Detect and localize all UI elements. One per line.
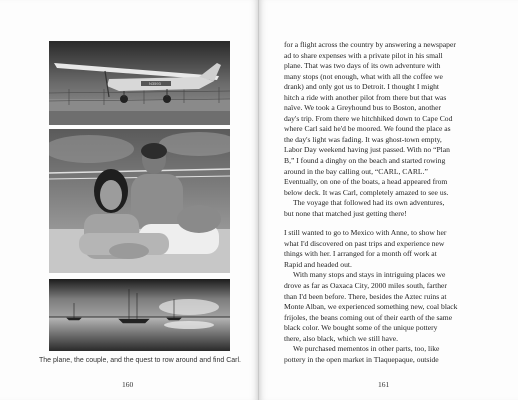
text-line: what I'd discovered on past trips and experience new <box>284 238 445 248</box>
text-line: Rapid and headed out. <box>284 259 352 269</box>
text-line: drove as far as Oaxaca City, 2000 miles south, farther <box>284 281 447 291</box>
text-line: the day's light was fading. It was ghost-town empty, <box>284 134 442 144</box>
text-line: things with her. I arranged for a month off work at <box>284 249 437 259</box>
text-line: than I'd been before. There, besides the Aztec ruins at <box>284 291 447 301</box>
text-line: but none that matched just getting there! <box>284 208 407 218</box>
text-line: where Carl said he'd be moored. We found the place as <box>284 124 451 134</box>
text-line: black color. We bought some of the unique pottery <box>284 323 438 333</box>
text-line: plane. That was two days of its own adventure with <box>284 61 441 71</box>
text-line: many stops (not enough, what with all the coffee we <box>284 71 443 81</box>
page-number-right: 161 <box>378 380 390 389</box>
text-line: With many stops and stays in intriguing places we <box>293 270 446 280</box>
text-line: I still wanted to go to Mexico with Anne, to show her <box>284 228 447 238</box>
body-text <box>284 40 484 365</box>
photo-harbor <box>49 279 230 351</box>
text-line: We purchased mementos in other parts, too, like <box>293 344 440 354</box>
text-line: pottery in the open market in Tlaquepaque, outside <box>284 354 439 364</box>
photo-couple <box>49 129 230 273</box>
photo-caption: The plane, the couple, and the quest to row around and find Carl. <box>39 357 241 364</box>
photo-airplane <box>49 41 230 125</box>
svg-text:N3593: N3593 <box>149 81 161 86</box>
text-line: there, also black, which we still have. <box>284 333 399 343</box>
text-line: The voyage that followed had its own adventures, <box>293 198 445 208</box>
text-line: drank) and only got us to Detroit. I thought I might <box>284 82 440 92</box>
text-line: Labor Day weekend having just passed. With no “Plan <box>284 145 450 155</box>
page-number-left: 160 <box>122 380 134 389</box>
text-line: for a flight across the country by answering a newspaper <box>284 40 456 49</box>
text-line: frijoles, the beans coming out of their earth of the same <box>284 312 453 322</box>
text-line: ad to share expenses with a private pilot in his small <box>284 50 443 60</box>
text-line: naïve. We took a Greyhound bus to Boston, another <box>284 103 442 113</box>
text-line: around in the bay calling out, “CARL, CARL.” <box>284 166 428 176</box>
text-line: day's trip. From there we hitchhiked down to Cape Cod <box>284 113 453 123</box>
text-line: Monte Alban, we experienced something new, coal black <box>284 302 458 312</box>
text-line: hitch a ride with another pilot from there but that was <box>284 92 447 102</box>
text-line: B,” I found a dinghy on the beach and started rowing <box>284 156 446 166</box>
text-line: below deck. It was Carl, completely amazed to see us. <box>284 187 449 197</box>
text-line: Eventually, on one of the boats, a head appeared from <box>284 177 448 187</box>
paragraph-gap <box>284 219 484 228</box>
